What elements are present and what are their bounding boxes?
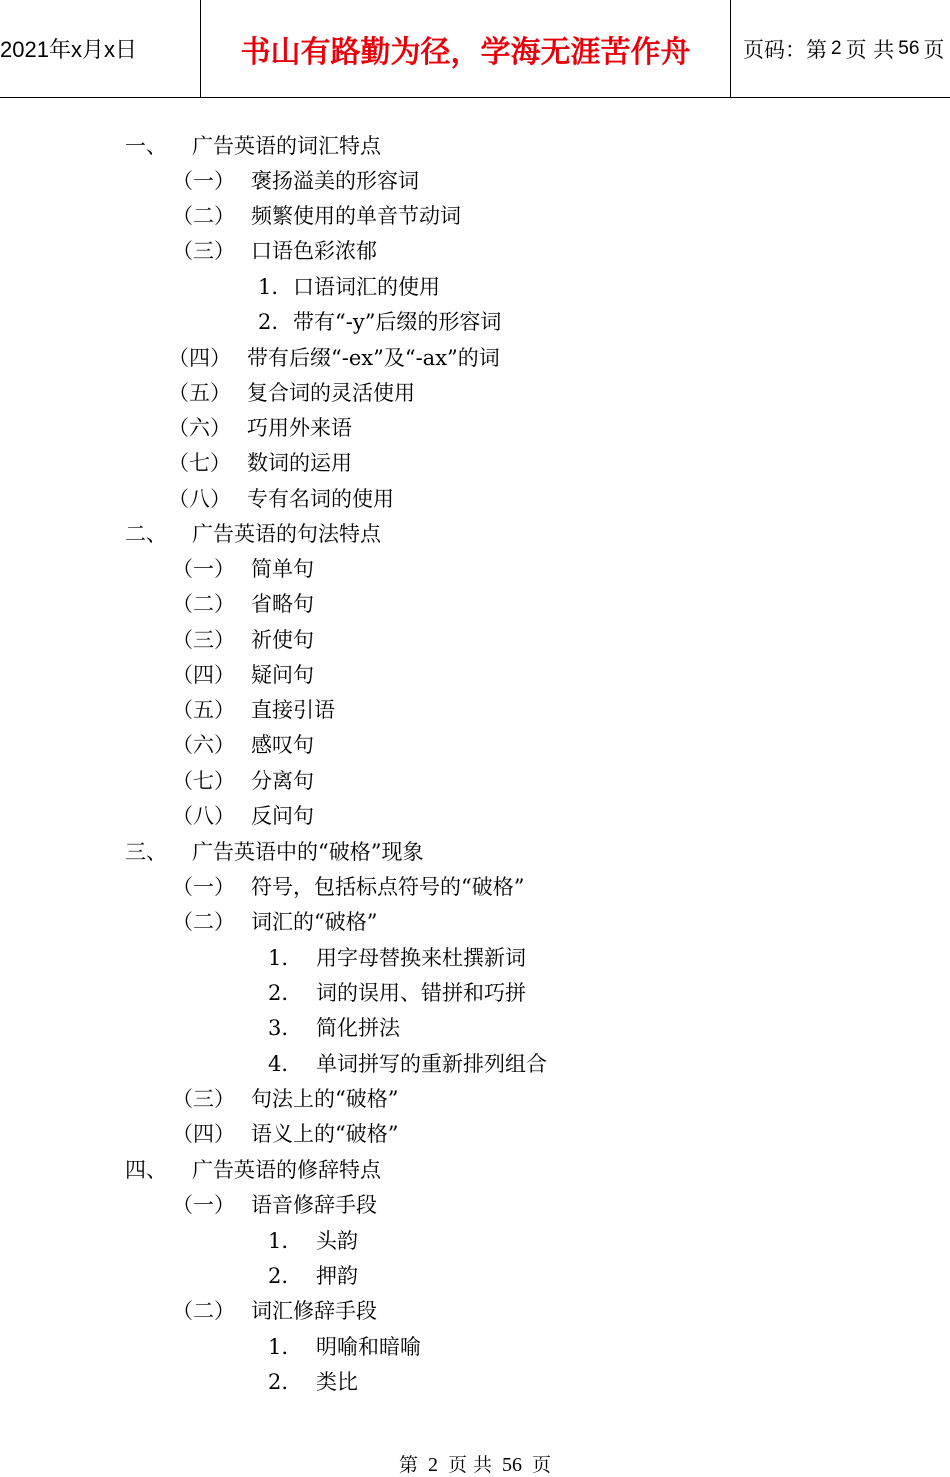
toc-text: 反问句 [251,804,314,828]
toc-marker: （六） [168,416,231,440]
toc-marker: （二） [172,910,235,934]
footer-mid: 页 共 [447,1454,493,1476]
toc-text: 分离句 [251,769,314,793]
toc-text: 明喻和暗喻 [316,1335,421,1359]
toc-marker: 1. [268,946,289,970]
toc-marker: （八） [168,487,231,511]
footer-prefix: 第 [398,1454,418,1476]
toc-text: 语音修辞手段 [251,1193,377,1217]
toc-marker: 2. [258,310,279,334]
header-page-label: 页码：第 [743,37,827,62]
toc-marker: 2. [268,1370,289,1394]
toc-text: 带有“-y”后缀的形容词 [293,310,502,334]
toc-text: 词汇的“破格” [251,910,378,934]
toc-marker: （六） [172,733,235,757]
footer-page-number: 2 [427,1454,438,1476]
toc-marker: （四） [172,1122,235,1146]
toc-marker: （一） [172,557,235,581]
toc-text: 词汇修辞手段 [251,1299,377,1323]
toc-marker: 1. [258,275,279,299]
toc-text: 省略句 [251,592,314,616]
toc-marker: 二、 [125,522,167,546]
toc-text: 口语色彩浓郁 [251,239,377,263]
footer-page-total: 56 [502,1454,523,1476]
toc-marker: （五） [168,381,231,405]
toc-marker: （三） [172,1087,235,1111]
toc-marker: 3. [268,1016,289,1040]
header-date: 2021年x月x日 [0,37,137,62]
toc-text: 单词拼写的重新排列组合 [316,1052,547,1076]
toc-marker: 1. [268,1335,289,1359]
toc-text: 句法上的“破格” [251,1087,399,1111]
toc-text: 疑问句 [251,663,314,687]
toc-text: 频繁使用的单音节动词 [251,204,461,228]
toc-text: 押韵 [316,1264,358,1288]
toc-text: 类比 [316,1370,358,1394]
toc-marker: （三） [172,628,235,652]
header-page-mid: 页 共 [845,37,895,62]
toc-text: 简化拼法 [316,1016,400,1040]
toc-marker: 四、 [125,1158,167,1182]
toc-text: 广告英语的修辞特点 [192,1158,381,1182]
toc-marker: （七） [168,451,231,475]
toc-text: 直接引语 [251,698,335,722]
toc-text: 简单句 [251,557,314,581]
toc-text: 复合词的灵活使用 [247,381,415,405]
toc-marker: （八） [172,804,235,828]
footer-suffix: 页 [532,1454,552,1476]
toc-text: 头韵 [316,1229,358,1253]
toc-text: 数词的运用 [247,451,352,475]
toc-text: 带有后缀“-ex”及“-ax”的词 [247,346,500,370]
toc-text: 口语词汇的使用 [293,275,440,299]
header-page-end: 页 [923,37,945,62]
toc-text: 祈使句 [251,628,314,652]
toc-text: 语义上的“破格” [251,1122,399,1146]
toc-marker: （一） [172,1193,235,1217]
toc-text: 广告英语的句法特点 [192,522,381,546]
toc-text: 巧用外来语 [247,416,352,440]
toc-marker: 2. [268,981,289,1005]
toc-marker: （二） [172,204,235,228]
toc-text: 词的误用、错拼和巧拼 [316,981,526,1005]
toc-text: 符号，包括标点符号的“破格” [251,875,525,899]
toc-marker: （二） [172,1299,235,1323]
toc-marker: （一） [172,169,235,193]
toc-text: 感叹句 [251,733,314,757]
toc-marker: （七） [172,769,235,793]
toc-marker: 三、 [125,840,167,864]
toc-text: 广告英语的词汇特点 [192,134,381,158]
toc-marker: （四） [172,663,235,687]
page-footer [0,1450,950,1477]
header-motto: 书山有路勤为径，学海无涯苦作舟 [200,0,731,97]
toc-marker: （一） [172,875,235,899]
toc-marker: （四） [168,346,231,370]
toc-text: 专有名词的使用 [247,487,394,511]
toc-text: 用字母替换来杜撰新词 [316,946,526,970]
toc-marker: （二） [172,592,235,616]
toc-marker: （五） [172,698,235,722]
toc-text: 广告英语中的“破格”现象 [192,840,424,864]
toc-marker: 一、 [125,134,167,158]
toc-marker: 4. [268,1052,289,1076]
header-page-number: 2 [831,37,842,59]
toc-text: 褒扬溢美的形容词 [251,169,419,193]
toc-marker: 2. [268,1264,289,1288]
toc-marker: （三） [172,239,235,263]
toc-marker: 1. [268,1229,289,1253]
header-page-total: 56 [898,37,920,59]
